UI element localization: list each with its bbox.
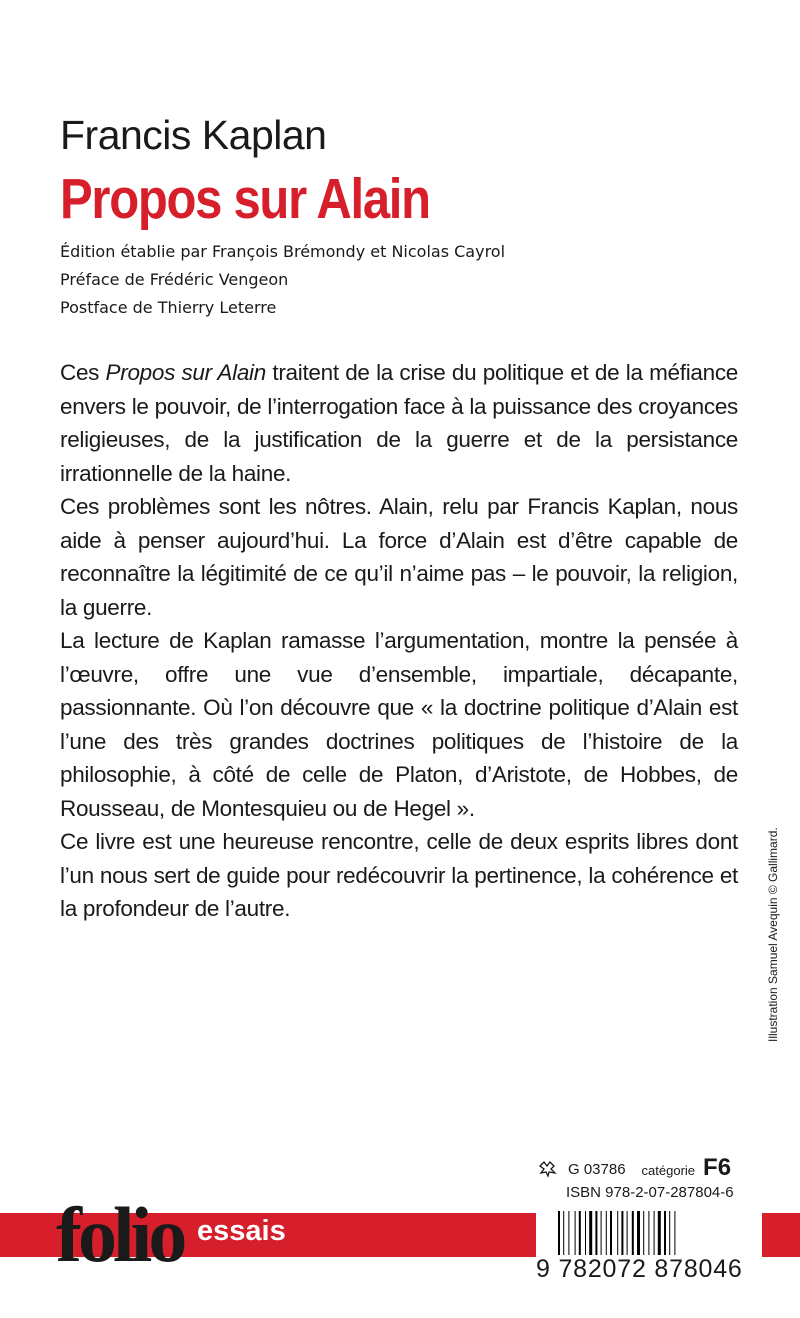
barcode-bar	[632, 1211, 634, 1261]
barcode-bar	[658, 1211, 661, 1261]
catalog-row	[538, 1148, 760, 1182]
barcode-bar	[648, 1211, 649, 1261]
essais-logo: essais	[197, 1215, 286, 1247]
blurb-paragraph-2: Ces problèmes sont les nôtres. Alain, relu par Francis Kaplan, nous aide à penser aujourd’hui. La force d’Alain est d’être capable de reconnaître la légitimité de ce qu’il n’aime pas – le pouvoir, la religion, la guerre.	[60, 494, 738, 620]
barcode-bar	[637, 1211, 640, 1261]
catalog-info	[538, 1148, 760, 1201]
barcode-bar	[563, 1211, 564, 1261]
barcode-bar	[558, 1211, 560, 1261]
barcode-bar	[674, 1211, 675, 1261]
blurb-paragraph-1	[60, 356, 738, 490]
author-name: Francis Kaplan	[60, 112, 327, 158]
folio-logo: folio	[56, 1191, 184, 1278]
credits	[60, 238, 505, 322]
barcode-bar	[621, 1211, 623, 1261]
book-title: Propos sur Alain	[60, 167, 430, 231]
blurb-paragraph-3: La lecture de Kaplan ramasse l’argumentation, montre la pensée à l’œuvre, offre une vue d’ensemble, impartiale, décapante, passionnante. Où l’on découvre que « la doctrine politique d’Alain est l’une des très grandes doctrines politiques de l’histoire de la philosophie, à côté de celle de Platon, d’Aristote, de Hobbes, de Rousseau, de Montesquieu ou de Hegel ».	[60, 628, 738, 821]
barcode-bar	[627, 1211, 628, 1261]
barcode-bar	[669, 1211, 670, 1261]
category-value: F6	[703, 1154, 732, 1181]
credit-preface: Préface de Frédéric Vengeon	[60, 270, 289, 289]
barcode-bar	[610, 1211, 612, 1261]
blurb-p1-lead: Ces	[60, 360, 106, 385]
barcode-bar	[568, 1211, 569, 1261]
blurb-p1-title: Propos sur Alain	[105, 360, 266, 385]
credit-edition: Édition établie par François Brémondy et Nicolas Cayrol	[60, 242, 506, 261]
barcode-bar	[654, 1211, 655, 1261]
barcode-bar	[606, 1211, 607, 1261]
barcode-bar	[643, 1211, 644, 1261]
barcode-bar	[579, 1211, 581, 1261]
credit-postface: Postface de Thierry Leterre	[60, 298, 277, 317]
barcode-bar	[575, 1211, 576, 1261]
blurb-paragraph-4: Ce livre est une heureuse rencontre, celle de deux esprits libres dont l’un nous sert de guide pour redécouvrir la pertinence, la cohérence et la profondeur de l’autre.	[60, 829, 738, 921]
blurb-p1-rest: traitent de la crise du politique et de la méfiance envers le pouvoir, de l’interrogation face à la puissance des croyances religieuses, de la justification de la guerre et de la persistance irrationnelle de la haine.	[60, 360, 738, 486]
bird-icon	[538, 1158, 558, 1178]
isbn: ISBN 978-2-07-287804-6	[566, 1184, 734, 1201]
barcode-bar	[585, 1211, 586, 1261]
illustration-credit: Illustration Samuel Avequin © Gallimard.	[766, 827, 780, 1042]
barcode-bar	[589, 1211, 592, 1261]
barcode-bars	[558, 1211, 748, 1261]
barcode-bar	[617, 1211, 618, 1261]
barcode-bar	[664, 1211, 666, 1261]
category-label: catégorie	[641, 1163, 696, 1178]
gallimard-code: G 03786	[568, 1161, 626, 1178]
barcode-bar	[595, 1211, 597, 1261]
barcode-bar	[601, 1211, 602, 1261]
barcode-digits: 9 782072 878046	[536, 1255, 762, 1284]
barcode	[536, 1207, 762, 1289]
blurb	[60, 356, 738, 926]
